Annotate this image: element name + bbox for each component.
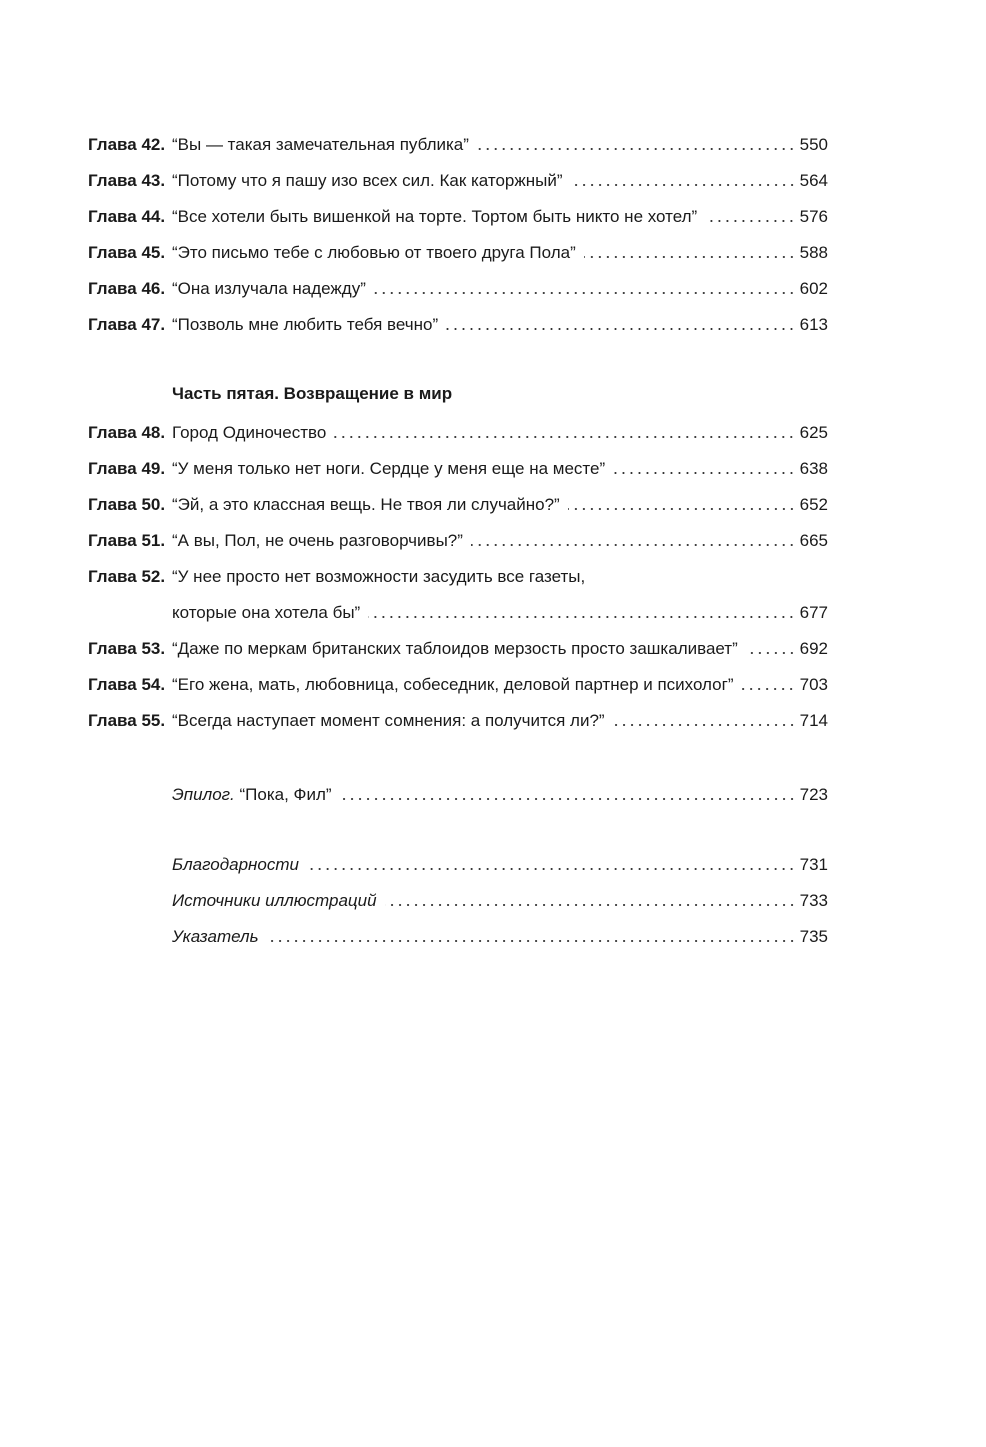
chapter-label: Глава 53. (88, 639, 166, 658)
chapter-label: Глава 52. (88, 567, 166, 586)
chapter-title: “У меня только нет ноги. Сердце у меня еще на месте” (172, 459, 606, 478)
dot-leader (267, 940, 796, 942)
toc-entry (88, 204, 828, 228)
toc-entry (88, 636, 828, 660)
toc-entry (88, 168, 828, 192)
chapter-title: “У нее просто нет возможности засудить все газеты, (172, 567, 586, 586)
toc-entry (88, 528, 828, 552)
back-matter-title: Указатель (172, 927, 259, 946)
page-number: 677 (799, 603, 828, 622)
chapter-title: “Даже по меркам британских таблоидов мерзость просто зашкаливает” (172, 639, 738, 658)
toc-entry (88, 276, 828, 300)
toc-entry-back-matter (172, 924, 828, 948)
toc-entry (88, 708, 828, 732)
page-number: 723 (799, 785, 828, 804)
toc-entry (88, 492, 828, 516)
chapter-label: Глава 51. (88, 531, 166, 550)
chapter-label: Глава 49. (88, 459, 166, 478)
toc-entry (88, 456, 828, 480)
chapter-label: Глава 47. (88, 315, 166, 334)
page-number: 625 (799, 423, 828, 442)
page-number: 731 (799, 855, 828, 874)
dot-leader (374, 292, 796, 294)
dot-leader (568, 508, 796, 510)
toc-entry (88, 240, 828, 264)
toc-entry-epilogue (172, 782, 828, 806)
chapter-title: “Вы — такая замечательная публика” (172, 135, 469, 154)
toc-entry-back-matter (172, 852, 828, 876)
dot-leader (613, 724, 796, 726)
chapter-title: “А вы, Пол, не очень разговорчивы?” (172, 531, 463, 550)
toc-entry (88, 420, 828, 444)
page-number: 665 (799, 531, 828, 550)
chapter-title: “Его жена, мать, любовница, собеседник, деловой партнер и психолог” (172, 675, 734, 694)
toc-entry (88, 564, 828, 588)
back-matter-title: Благодарности (172, 855, 299, 874)
chapter-title: “Всегда наступает момент сомнения: а получится ли?” (172, 711, 605, 730)
toc-entry-continuation (88, 600, 828, 624)
page-number: 652 (799, 495, 828, 514)
chapter-label: Глава 44. (88, 207, 166, 226)
page-number: 602 (799, 279, 828, 298)
dot-leader (705, 220, 795, 222)
chapter-title: “Это письмо тебе с любовью от твоего друга Пола” (172, 243, 576, 262)
chapter-title: “Потому что я пашу изо всех сил. Как каторжный” (172, 171, 563, 190)
dot-leader (340, 798, 796, 800)
dot-leader (477, 148, 796, 150)
chapter-label: Глава 50. (88, 495, 166, 514)
chapter-title: “Позволь мне любить тебя вечно” (172, 315, 439, 334)
epilogue-title: “Пока, Фил” (239, 785, 332, 804)
dot-leader (446, 328, 796, 330)
dot-leader (307, 868, 796, 870)
chapter-label: Глава 45. (88, 243, 166, 262)
page-number: 564 (799, 171, 828, 190)
page-number: 576 (799, 207, 828, 226)
dot-leader (741, 688, 795, 690)
chapter-label: Глава 43. (88, 171, 166, 190)
page-number: 703 (799, 675, 828, 694)
chapter-title-continued: которые она хотела бы” (172, 603, 361, 622)
chapter-label: Глава 42. (88, 135, 166, 154)
dot-leader (368, 616, 795, 618)
page-number: 638 (799, 459, 828, 478)
chapter-label: Глава 48. (88, 423, 166, 442)
chapter-title: “Она излучала надежду” (172, 279, 366, 298)
page-number: 692 (799, 639, 828, 658)
dot-leader (334, 436, 795, 438)
toc-entry (88, 132, 828, 156)
chapter-label: Глава 46. (88, 279, 166, 298)
dot-leader (584, 256, 796, 258)
page-number: 735 (799, 927, 828, 946)
page-number: 613 (799, 315, 828, 334)
chapter-title: “Эй, а это классная вещь. Не твоя ли случайно?” (172, 495, 560, 514)
dot-leader (385, 904, 796, 906)
part-heading: Часть пятая. Возвращение в мир (172, 384, 453, 403)
epilogue-label: Эпилог. (172, 785, 235, 804)
page-number: 588 (799, 243, 828, 262)
page-number: 550 (799, 135, 828, 154)
chapter-label: Глава 55. (88, 711, 166, 730)
toc-entry-back-matter (172, 888, 828, 912)
toc-entry (88, 312, 828, 336)
dot-leader (571, 184, 796, 186)
page-number: 714 (799, 711, 828, 730)
toc-entry (88, 672, 828, 696)
back-matter-title: Источники иллюстраций (172, 891, 377, 910)
dot-leader (746, 652, 796, 654)
chapter-title: “Все хотели быть вишенкой на торте. Тортом быть никто не хотел” (172, 207, 698, 226)
chapter-title: Город Одиночество (172, 423, 327, 442)
dot-leader (613, 472, 795, 474)
dot-leader (471, 544, 796, 546)
page-number: 733 (799, 891, 828, 910)
chapter-label: Глава 54. (88, 675, 166, 694)
